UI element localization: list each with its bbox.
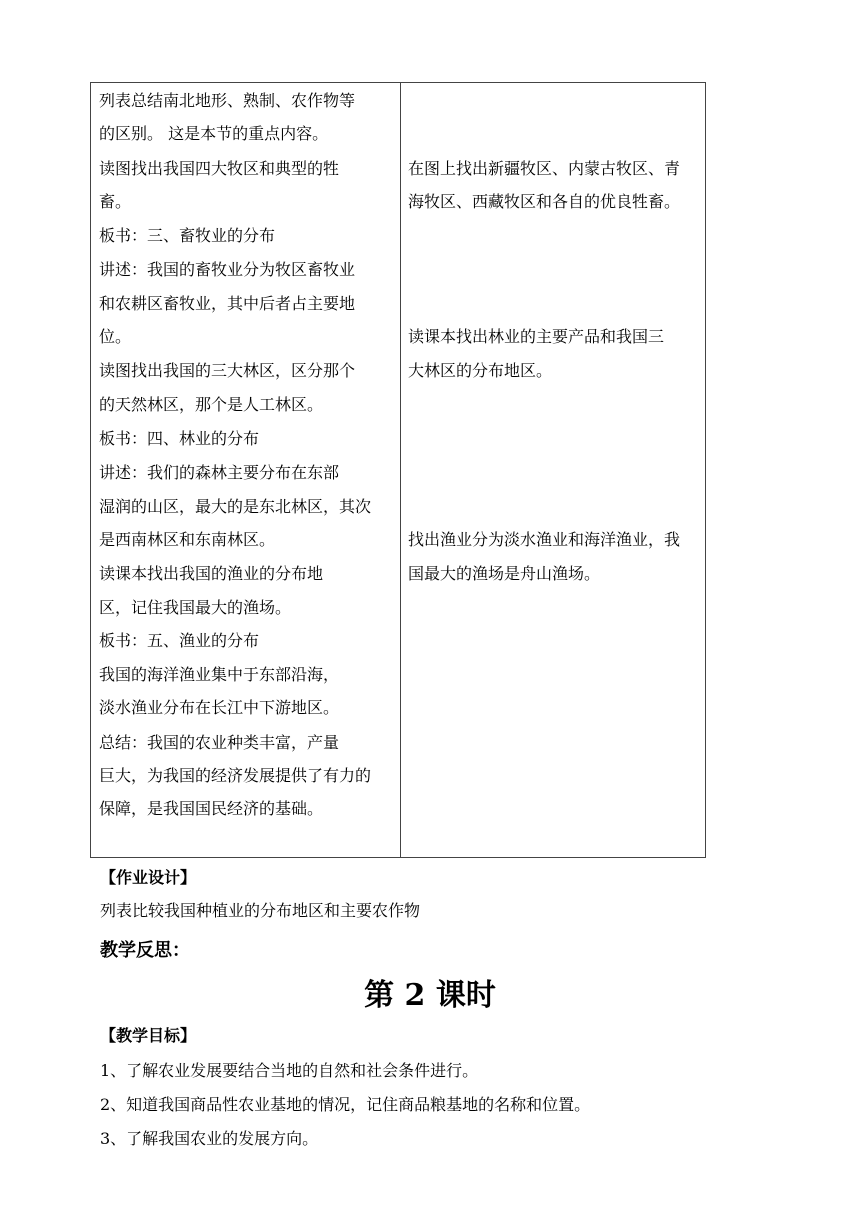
table-left-line: 区，记住我国最大的渔场。 — [99, 598, 292, 617]
homework-text: 列表比较我国种植业的分布地区和主要农作物 — [100, 901, 421, 920]
table-left-line: 我国的海洋渔业集中于东部沿海， — [99, 665, 340, 684]
table-left-line: 板书：五、渔业的分布 — [99, 631, 260, 650]
lesson-title: 第 2 课时 — [364, 978, 496, 1013]
table-left-line: 板书：三、畜牧业的分布 — [99, 226, 276, 245]
reflection-heading: 教学反思： — [100, 940, 190, 961]
table-left-line: 和农耕区畜牧业，其中后者占主要地 — [99, 294, 356, 313]
objective-item-2: 2、知道我国商品性农业基地的情况，记住商品粮基地的名称和位置。 — [100, 1095, 591, 1114]
table-left-line: 畜。 — [99, 192, 132, 211]
table-left-line: 保障，是我国国民经济的基础。 — [99, 799, 324, 818]
table-left-line: 的天然林区，那个是人工林区。 — [99, 395, 324, 414]
table-left-line: 巨大，为我国的经济发展提供了有力的 — [99, 766, 372, 785]
table-right-line: 在图上找出新疆牧区、内蒙古牧区、青 — [408, 159, 681, 178]
table-right-line: 海牧区、西藏牧区和各自的优良牲畜。 — [408, 192, 681, 211]
table-left-line: 列表总结南北地形、熟制、农作物等 — [99, 91, 356, 110]
table-left-line: 讲述：我们的森林主要分布在东部 — [99, 463, 340, 482]
table-left-line: 淡水渔业分布在长江中下游地区。 — [99, 698, 340, 717]
table-left-line: 是西南林区和东南林区。 — [99, 530, 276, 549]
table-left-line: 读图找出我国的三大林区，区分那个 — [99, 361, 356, 380]
lesson-table — [90, 82, 706, 858]
table-right-line: 国最大的渔场是舟山渔场。 — [408, 564, 601, 583]
table-left-line: 总结：我国的农业种类丰富，产量 — [99, 733, 340, 752]
objective-item-3: 3、了解我国农业的发展方向。 — [100, 1129, 319, 1148]
table-left-line: 湿润的山区，最大的是东北林区，其次 — [99, 497, 372, 516]
objective-item-1: 1、了解农业发展要结合当地的自然和社会条件进行。 — [100, 1061, 479, 1080]
table-left-line: 板书：四、林业的分布 — [99, 429, 260, 448]
table-left-line: 读图找出我国四大牧区和典型的牲 — [99, 159, 340, 178]
homework-heading: 【作业设计】 — [100, 868, 197, 887]
table-left-line: 讲述：我国的畜牧业分为牧区畜牧业 — [99, 260, 356, 279]
objectives-heading: 【教学目标】 — [100, 1026, 197, 1045]
table-right-line: 大林区的分布地区。 — [408, 361, 553, 380]
table-right-line: 找出渔业分为淡水渔业和海洋渔业，我 — [408, 530, 681, 549]
table-left-line: 的区别。 这是本节的重点内容。 — [99, 124, 329, 143]
column-divider — [400, 83, 401, 857]
table-left-line: 读课本找出我国的渔业的分布地 — [99, 564, 324, 583]
table-right-line: 读课本找出林业的主要产品和我国三 — [408, 327, 665, 346]
table-left-line: 位。 — [99, 327, 132, 346]
